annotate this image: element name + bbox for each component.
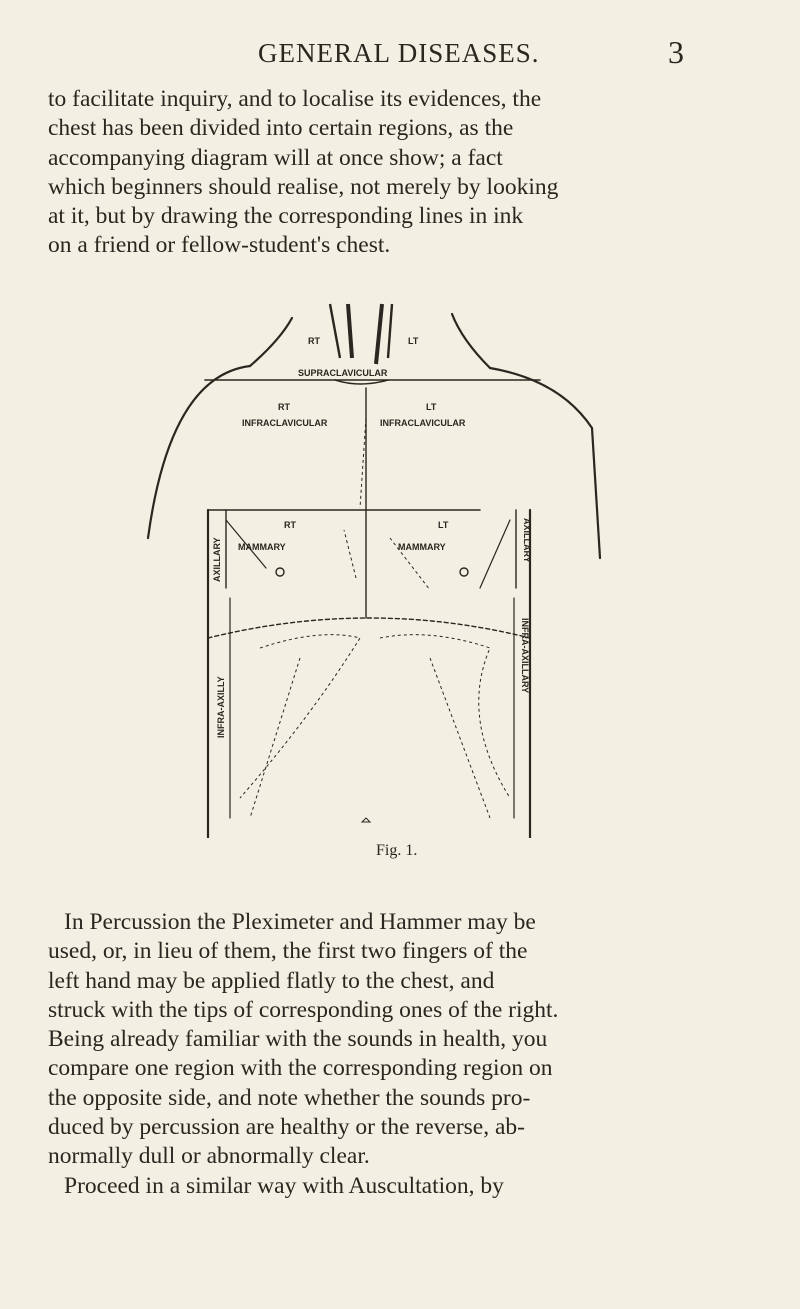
left-lower-dash <box>430 658 490 818</box>
left-shoulder-outline <box>490 368 600 558</box>
label-rt-mammary: MAMMARY <box>238 542 286 552</box>
left-neck-vessel <box>388 304 392 358</box>
label-lt-top: LT <box>408 336 419 346</box>
paragraph-percussion <box>48 908 760 1201</box>
right-neck-vessel-shade <box>348 304 352 358</box>
text-line: on a friend or fellow-student's chest. <box>48 232 391 259</box>
label-rt-mammary-side: RT <box>284 520 296 530</box>
neck-outline-left <box>250 318 292 366</box>
label-rt-axillary: AXILLARY <box>212 537 222 582</box>
text-line: compare one region with the corresponding region on <box>48 1055 553 1082</box>
text-line: Proceed in a similar way with Auscultation, by <box>64 1172 504 1199</box>
label-lt-infra-axillary: INFRA-AXILLARY <box>520 618 530 694</box>
page-number: 3 <box>668 34 684 70</box>
text-line: at it, but by drawing the corresponding lines in ink <box>48 203 524 230</box>
right-neck-vessel <box>330 304 340 358</box>
left-nipple-icon <box>460 568 468 576</box>
label-lt-infra: LT <box>426 402 437 412</box>
text-line: used, or, in lieu of them, the first two fingers of the <box>48 938 528 965</box>
text-line: Being already familiar with the sounds in health, you <box>48 1026 548 1053</box>
text-line: left hand may be applied flatly to the chest, and <box>48 967 495 994</box>
paragraph-intro <box>48 85 760 261</box>
label-rt-top: RT <box>308 336 320 346</box>
chest-diagram-svg <box>130 298 730 838</box>
text-line: duced by percussion are healthy or the reverse, ab- <box>48 1114 525 1141</box>
ensiform-mark <box>362 818 370 822</box>
left-mammary-line <box>480 520 510 588</box>
text-line: normally dull or abnormally clear. <box>48 1143 370 1170</box>
figure-caption: Fig. 1. <box>376 842 418 859</box>
text-line: the opposite side, and note whether the sounds pro- <box>48 1084 531 1111</box>
neck-outline-right <box>452 314 490 368</box>
text-line: chest has been divided into certain regions, as the <box>48 115 514 142</box>
text-line: accompanying diagram will at once show; a fact <box>48 144 503 171</box>
right-mammary-dash <box>344 530 356 578</box>
label-lt-infraclavicular: INFRACLAVICULAR <box>380 418 466 428</box>
right-lower-dash <box>250 658 300 818</box>
left-hypochondriac-dash <box>380 635 510 798</box>
label-rt-infra-axillary: INFRA-AXILLY <box>216 676 226 738</box>
label-supraclavicular: SUPRACLAVICULAR <box>298 368 388 378</box>
label-lt-axillary: AXILLARY <box>522 518 532 563</box>
right-shoulder-outline <box>148 366 250 538</box>
label-rt-infraclavicular: INFRACLAVICULAR <box>242 418 328 428</box>
left-neck-vessel-shade <box>376 304 382 364</box>
text-line: to facilitate inquiry, and to localise its evidences, the <box>48 86 542 112</box>
right-nipple-icon <box>276 568 284 576</box>
text-line: struck with the tips of corresponding ones of the right. <box>48 996 559 1023</box>
infra-midline-dash <box>360 418 366 508</box>
label-lt-mammary: MAMMARY <box>398 542 446 552</box>
lower-costal-arch <box>208 618 530 638</box>
running-head-title: GENERAL DISEASES. <box>258 38 540 68</box>
chest-regions-diagram <box>130 298 730 838</box>
label-rt-infra: RT <box>278 402 290 412</box>
text-line: which beginners should realise, not merely by looking <box>48 173 559 200</box>
label-lt-mammary-side: LT <box>438 520 449 530</box>
text-line: In Percussion the Pleximeter and Hammer may be <box>64 909 536 935</box>
running-head <box>0 34 800 78</box>
